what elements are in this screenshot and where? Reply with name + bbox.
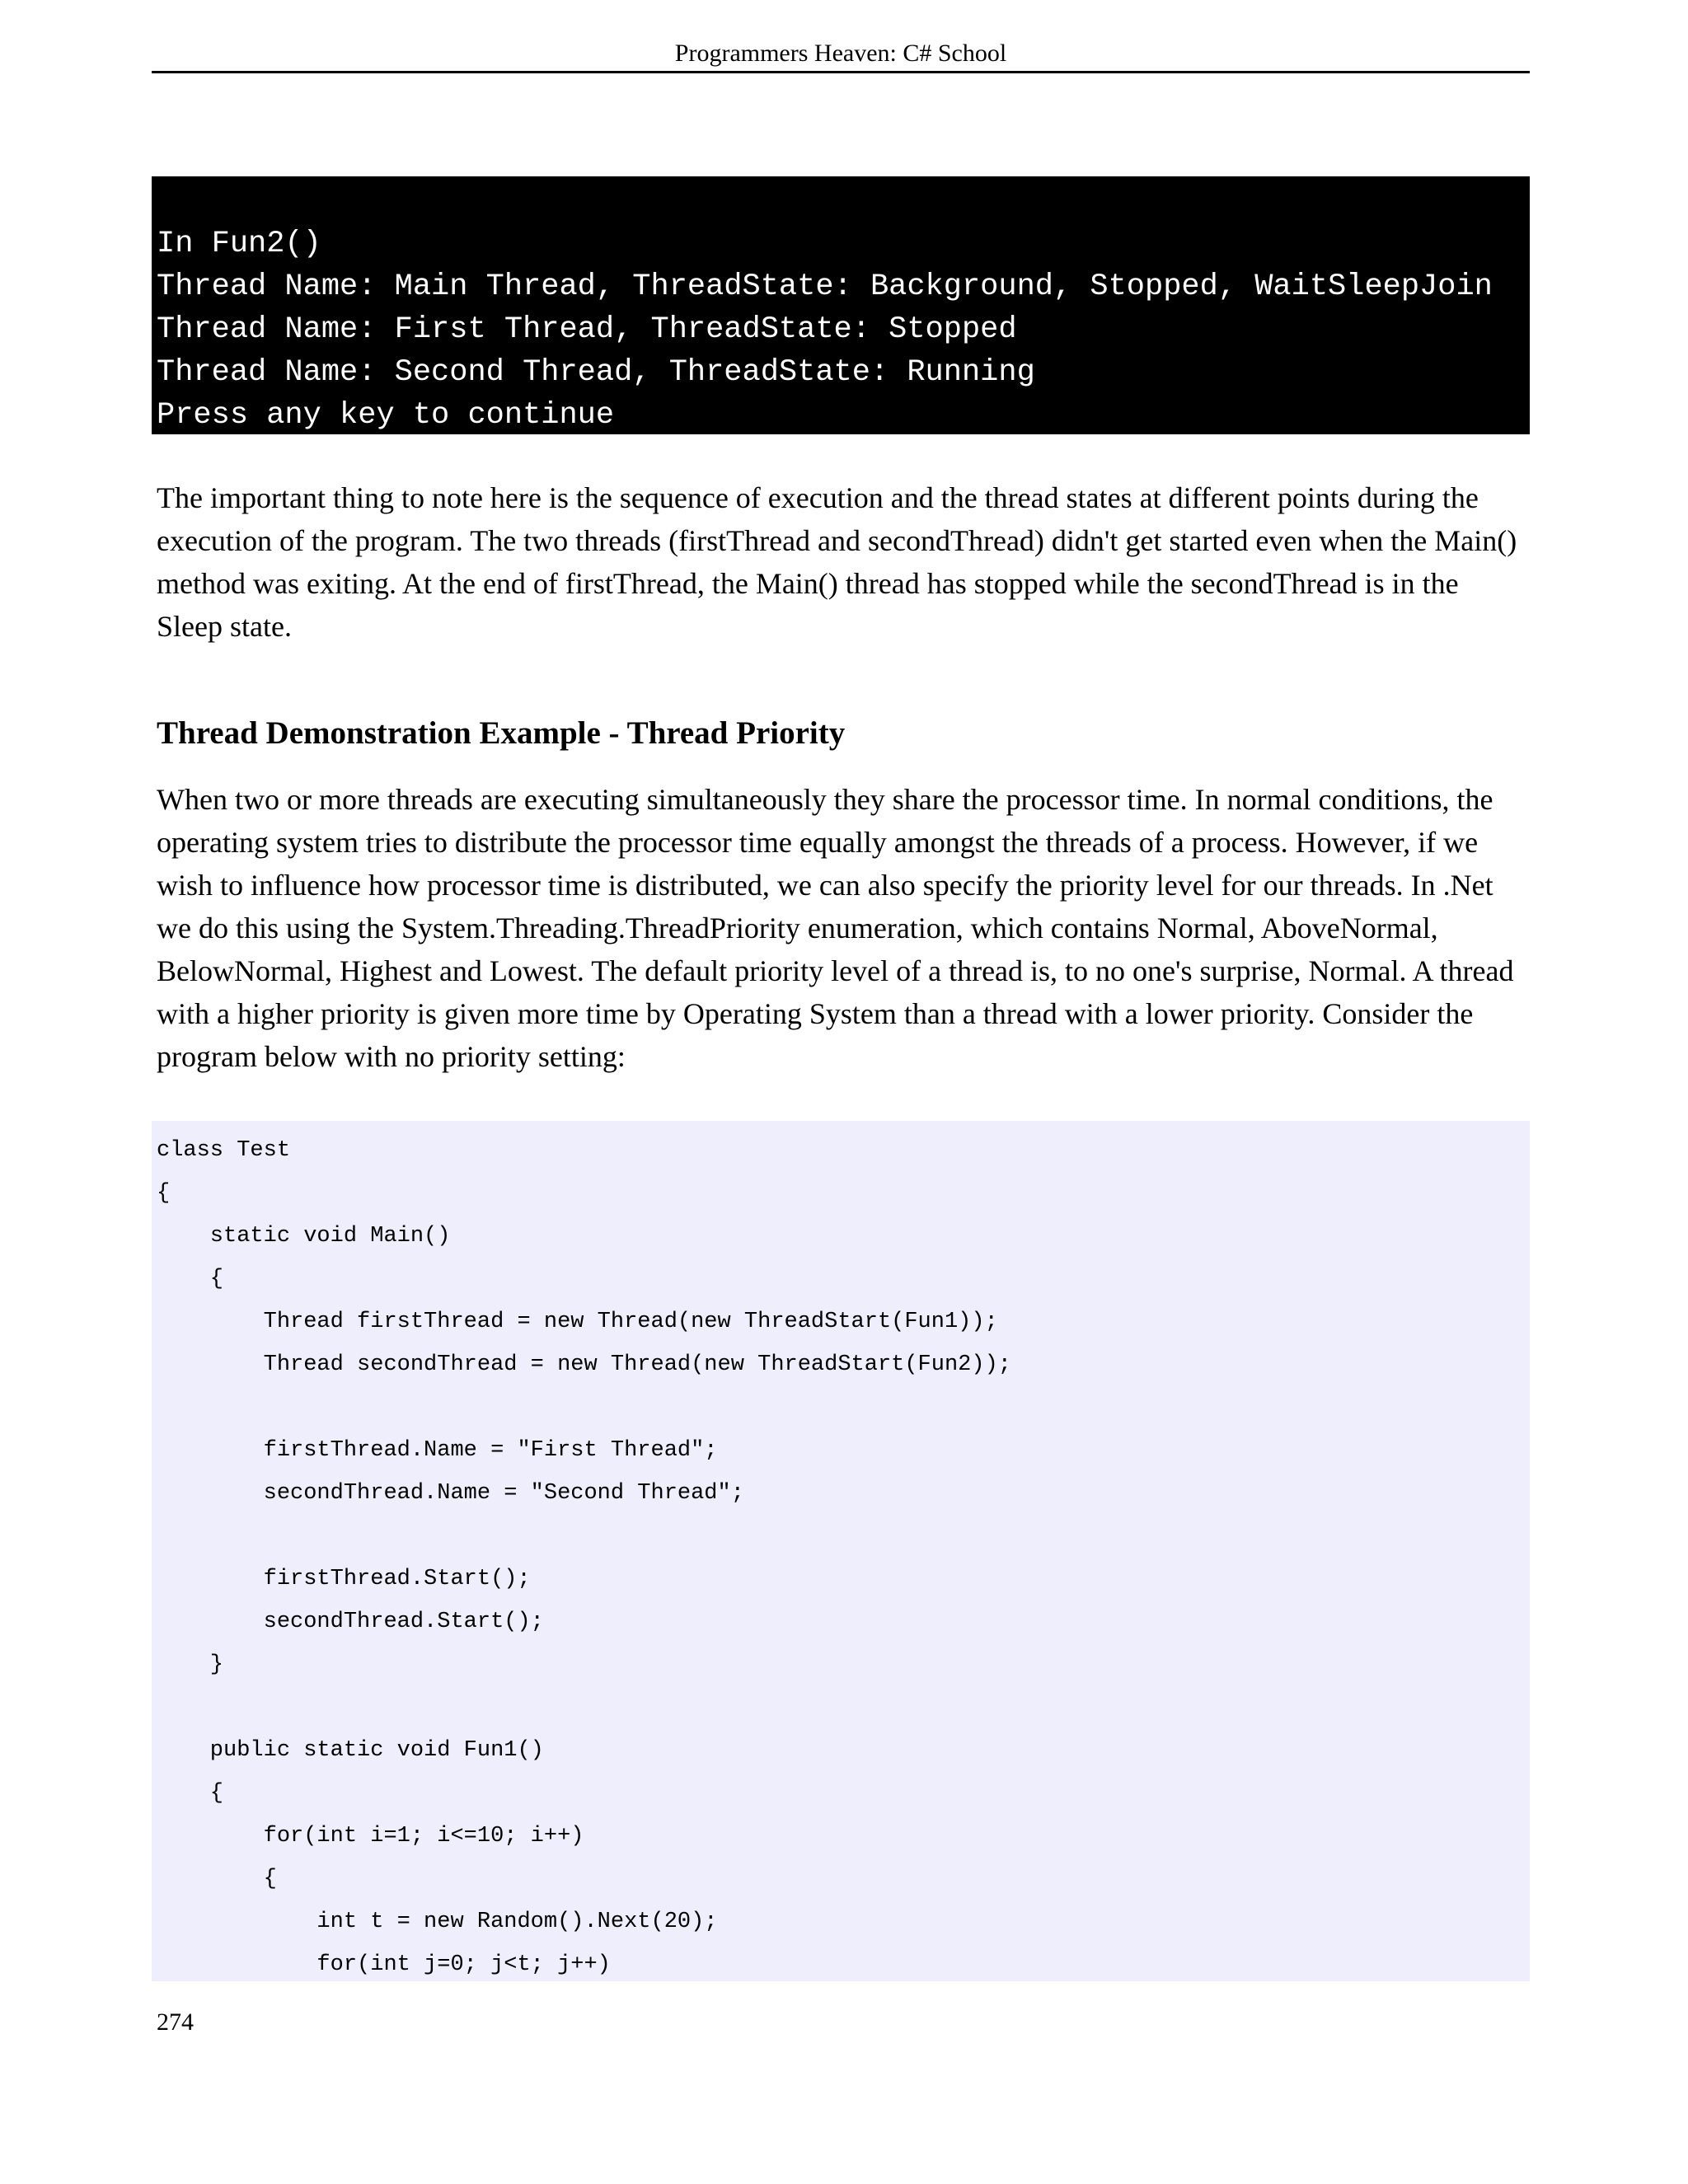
console-line: Thread Name: First Thread, ThreadState: Stopped: [157, 312, 1017, 347]
code-line: {: [157, 1181, 171, 1206]
code-line: secondThread.Start();: [157, 1610, 544, 1634]
code-line: }: [157, 1652, 224, 1677]
code-line: {: [157, 1267, 224, 1291]
code-line: firstThread.Start();: [157, 1567, 531, 1591]
console-line: Thread Name: Second Thread, ThreadState: Running: [157, 355, 1035, 390]
page-number: 274: [157, 2008, 194, 2036]
console-line: Thread Name: Main Thread, ThreadState: Background, Stopped, WaitSleepJoin: [157, 269, 1493, 304]
console-line: In Fun2(): [157, 227, 321, 261]
code-line: public static void Fun1(): [157, 1738, 544, 1763]
code-line: for(int i=1; i<=10; i++): [157, 1824, 584, 1849]
code-line: Thread secondThread = new Thread(new ThreadStart(Fun2));: [157, 1352, 1011, 1377]
code-line: firstThread.Name = "First Thread";: [157, 1438, 718, 1463]
code-line: {: [157, 1781, 224, 1806]
console-line: Press any key to continue: [157, 398, 615, 433]
body-paragraph: The important thing to note here is the sequence of execution and the thread states at different points during the execution of the program. The two threads (firstThread and secondThread) didn't get started even when the Main() method was exiting. At the end of firstThread, the Main() thread has stopped while the secondThread is in the Sleep state.: [157, 481, 1517, 643]
code-block: [152, 1121, 1530, 1981]
code-line: static void Main(): [157, 1224, 451, 1249]
code-line: {: [157, 1867, 277, 1891]
code-line: [157, 1686, 1530, 1729]
body-paragraph: When two or more threads are executing simultaneously they share the processor time. In normal conditions, the operating system tries to distribute the processor time equally amongst the threads of a process. However, if we wish to influence how processor time is distributed, we can also specify the priority level for our threads. In .Net we do this using the System.Threading.ThreadPriority enumeration, which contains Normal, AboveNormal, BelowNormal, Highest and Lowest. The default priority level of a thread is, to no one's surprise, Normal. A thread with a higher priority is given more time by Operating System than a thread with a lower priority. Consider the program below with no priority setting:: [157, 783, 1514, 1073]
code-line: for(int j=0; j<t; j++): [157, 1952, 611, 1977]
code-line: Thread firstThread = new Thread(new ThreadStart(Fun1));: [157, 1310, 998, 1334]
page-header-title: Programmers Heaven: C# School: [674, 40, 1007, 67]
code-line: int t = new Random().Next(20);: [157, 1910, 718, 1934]
code-line: class Test: [157, 1138, 291, 1163]
code-line: [157, 1386, 1530, 1429]
section-heading: Thread Demonstration Example - Thread Priority: [157, 715, 846, 751]
page-header: [152, 36, 1530, 73]
code-line: secondThread.Name = "Second Thread";: [157, 1481, 744, 1506]
code-line: [157, 1515, 1530, 1558]
console-output: [152, 176, 1530, 434]
